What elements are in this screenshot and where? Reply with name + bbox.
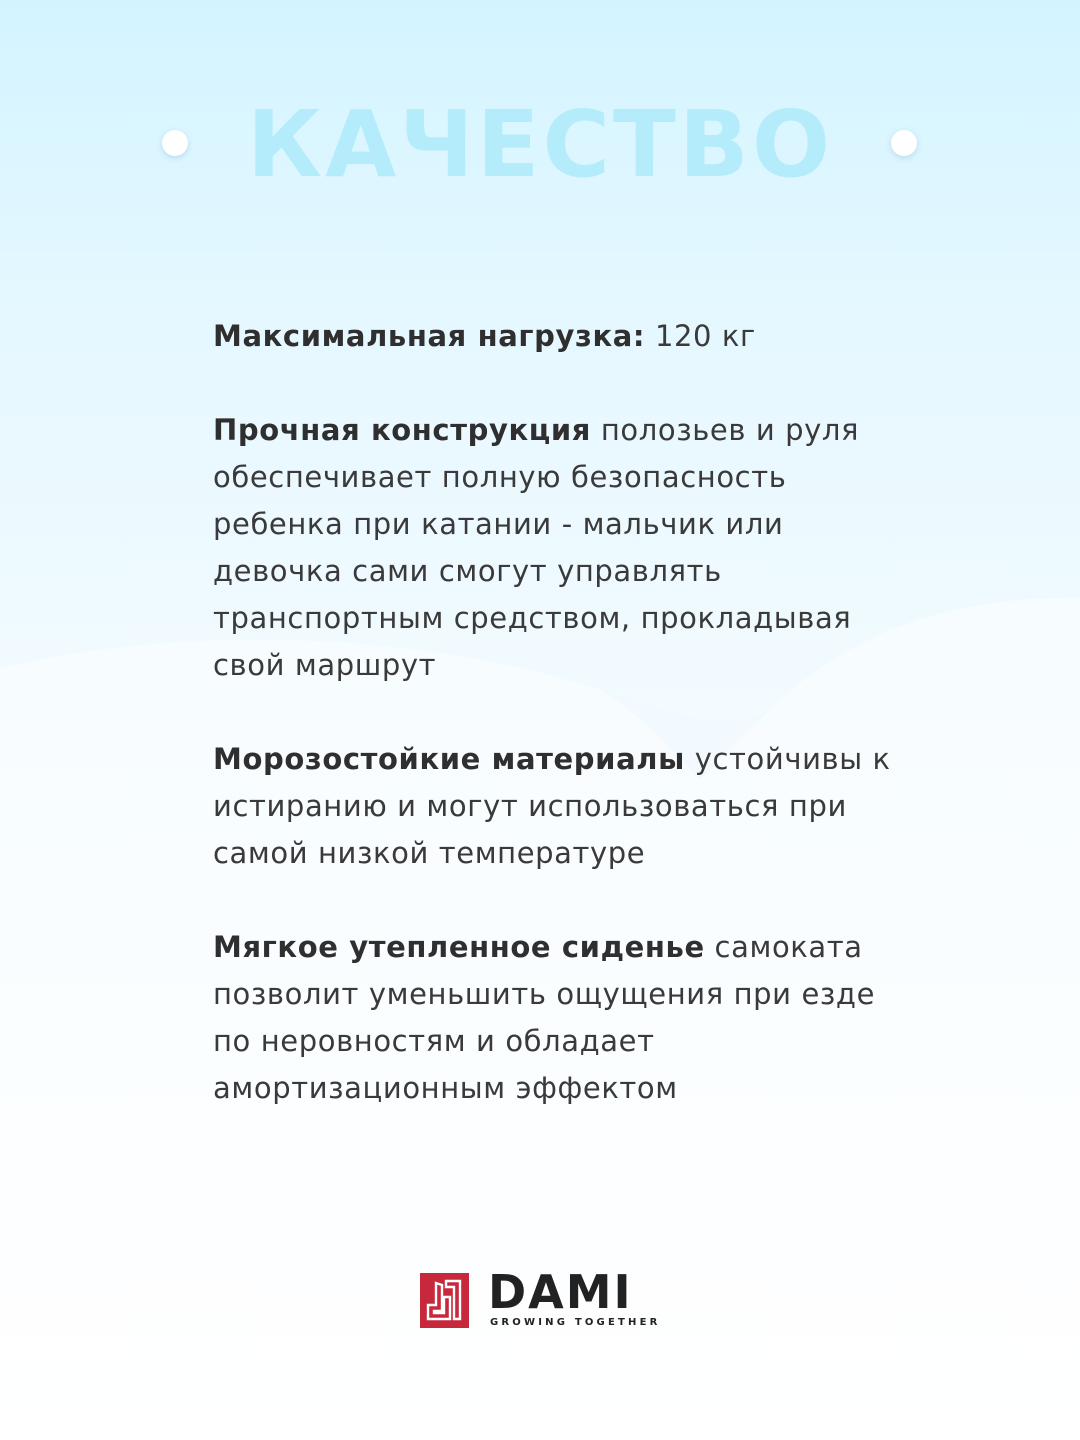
feature-text: самоката позволит уменьшить ощущения при езде по неровностям и обладает амортизационным эффектом	[213, 930, 876, 1105]
feature-text: полозьев и руля обеспечивает полную безопасность ребенка при катании - мальчик или девочка сами смогут управлять транспортным средством, прокладывая свой маршрут	[213, 413, 860, 682]
feature-heading: Мягкое утепленное сиденье	[213, 930, 705, 964]
feature-text: 120 кг	[645, 319, 756, 353]
feature-text: устойчивы к истиранию и могут использоваться при самой низкой температуре	[213, 742, 891, 870]
snowball-dot-icon	[891, 130, 917, 156]
brand-tagline: GROWING TOGETHER	[490, 1317, 661, 1328]
feature-max-load	[213, 313, 893, 360]
brand-name: DAMI	[488, 1265, 633, 1319]
feature-heading: Максимальная нагрузка:	[213, 319, 646, 353]
feature-seat	[213, 924, 893, 1112]
feature-heading: Прочная конструкция	[213, 413, 592, 447]
feature-construction	[213, 407, 893, 689]
feature-materials	[213, 736, 893, 877]
feature-heading: Морозостойкие материалы	[213, 742, 685, 776]
page-title: КАЧЕСТВО	[246, 91, 834, 198]
header	[0, 90, 1080, 200]
brand-logo	[420, 1265, 680, 1332]
brand-mark-icon	[420, 1273, 469, 1328]
feature-list	[213, 313, 893, 1159]
